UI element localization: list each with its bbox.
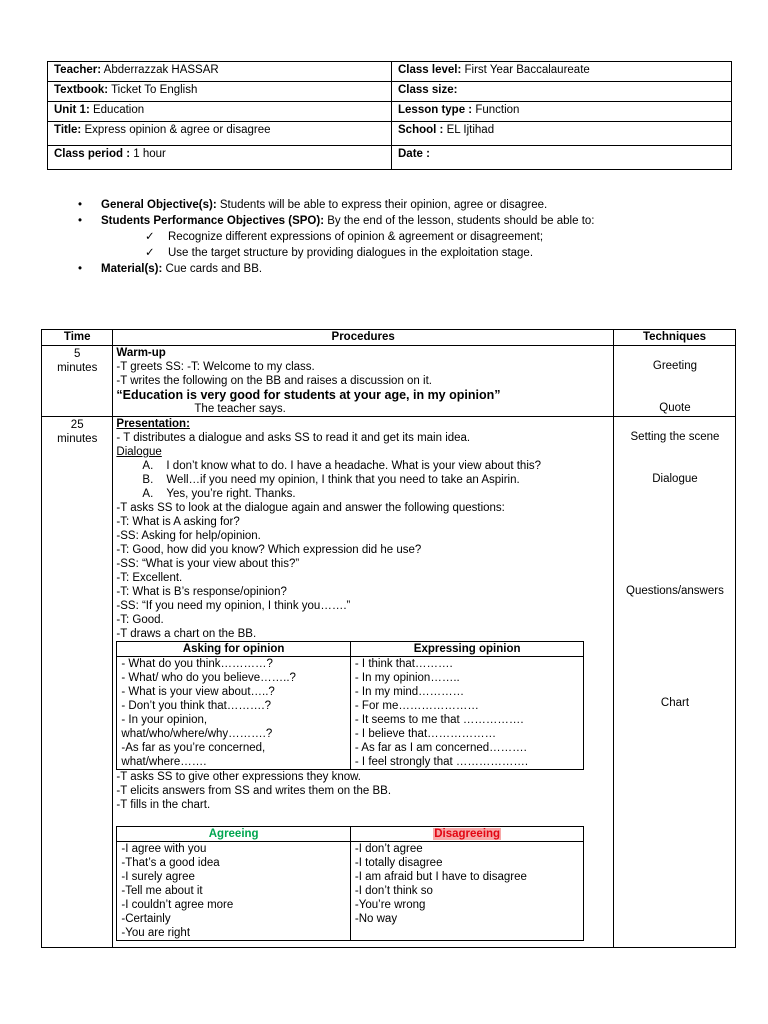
lesson-type-cell	[392, 102, 732, 122]
chart-item: -As far as you’re concerned,	[121, 742, 266, 754]
procedure-line: -T greets SS: -T: Welcome to my class.	[116, 361, 315, 373]
warmup-quote: “Education is very good for students at your age, in my opinion”	[116, 388, 501, 402]
procedure-line: -T fills in the chart.	[116, 799, 211, 811]
chart-item: - Don’t you think that……….?	[121, 700, 271, 712]
warmup-time	[42, 346, 113, 417]
class-size-label: Class size:	[398, 84, 458, 96]
general-objective	[78, 197, 738, 213]
chart-item: - In your opinion,	[121, 714, 208, 726]
chart-item: - For me…………………	[354, 700, 479, 712]
procedure-line: -SS: “If you need my opinion, I think you…….”	[116, 600, 351, 612]
procedure-line: -T: Good, how did you know? Which expression did he use?	[116, 544, 422, 556]
warmup-techniques	[613, 346, 735, 417]
dialogue-line	[116, 487, 611, 501]
date-cell	[392, 146, 732, 170]
disagreeing-column	[350, 842, 584, 941]
teacher-label: Teacher:	[54, 64, 102, 76]
time-header: Time	[42, 330, 113, 346]
chart-item: -Certainly	[121, 913, 171, 925]
chart-item: - As far as I am concerned……….	[354, 742, 527, 754]
agreeing-column	[117, 842, 351, 941]
title-value: Express opinion & agree or disagree	[81, 124, 271, 136]
chart-item: - I feel strongly that ……………….	[354, 756, 529, 768]
lesson-header-table	[47, 61, 732, 170]
opinion-chart	[116, 641, 584, 770]
presentation-row	[42, 417, 736, 948]
procedure-line: -T asks SS to look at the dialogue again and answer the following questions:	[116, 502, 505, 514]
chart-item: - I think that……….	[354, 658, 453, 670]
title-label: Title:	[54, 124, 82, 136]
class-level-label: Class level:	[398, 64, 462, 76]
presentation-techniques	[613, 417, 735, 948]
technique-setting-scene: Setting the scene	[630, 431, 720, 443]
material	[78, 261, 738, 277]
material-label: Material(s):	[101, 263, 163, 275]
chart-item: - What/ who do you believe……..?	[121, 672, 296, 684]
warmup-procedure	[113, 346, 614, 417]
teacher-cell	[48, 62, 392, 82]
procedure-line: -T: What is B’s response/opinion?	[116, 586, 287, 598]
procedure-line: -T: What is A asking for?	[116, 516, 240, 528]
procedure-line: - T distributes a dialogue and asks SS to read it and get its main idea.	[116, 432, 471, 444]
disagreeing-label: Disagreeing	[434, 828, 501, 840]
technique-chart: Chart	[660, 697, 690, 709]
procedure-line: -T draws a chart on the BB.	[116, 628, 257, 640]
class-period-label: Class period :	[54, 148, 131, 160]
unit-value: Education	[89, 104, 145, 116]
procedure-line: -SS: Asking for help/opinion.	[116, 530, 261, 542]
textbook-value: Ticket To English	[108, 84, 198, 96]
chart-item: -That’s a good idea	[121, 857, 220, 869]
procedure-line: -T writes the following on the BB and raises a discussion on it.	[116, 375, 432, 387]
material-text: Cue cards and BB.	[162, 263, 263, 275]
chart-item: what/where…….	[121, 756, 207, 768]
time-value: 5	[74, 348, 81, 360]
chart-item: -I don’t think so	[354, 885, 433, 897]
disagreeing-header	[350, 827, 584, 842]
school-value: EL Ijtihad	[443, 124, 495, 136]
presentation-time	[42, 417, 113, 948]
dialogue-line	[116, 473, 611, 487]
school-label: School :	[398, 124, 444, 136]
lesson-type-label: Lesson type :	[398, 104, 473, 116]
class-level-value: First Year Baccalaureate	[461, 64, 590, 76]
procedure-line: -T elicits answers from SS and writes them on the BB.	[116, 785, 392, 797]
dialogue-label: Dialogue	[116, 446, 162, 458]
chart-item: -I couldn’t agree more	[121, 899, 234, 911]
chart-item: -I am afraid but I have to disagree	[354, 871, 527, 883]
procedure-line: -T: Good.	[116, 614, 164, 626]
time-value: 25	[70, 419, 84, 431]
expressing-opinion-header: Expressing opinion	[350, 642, 584, 657]
expressing-opinion-column	[350, 657, 584, 770]
presentation-title: Presentation:	[116, 418, 190, 430]
procedures-table	[41, 329, 736, 948]
dialogue-text: Well…if you need my opinion, I think that you need to take an Aspirin.	[166, 474, 520, 486]
techniques-header: Techniques	[613, 330, 735, 346]
chart-item: -I agree with you	[121, 843, 207, 855]
technique-dialogue: Dialogue	[652, 473, 698, 485]
objectives-section	[78, 197, 738, 277]
spo-check-text: Use the target structure by providing dialogues in the exploitation stage.	[168, 247, 534, 259]
chart-item: -I totally disagree	[354, 857, 443, 869]
class-period-value: 1 hour	[130, 148, 166, 160]
chart-item: - It seems to me that …………….	[354, 714, 524, 726]
chart-item: -You’re wrong	[354, 899, 426, 911]
chart-item: - In my opinion……..	[354, 672, 460, 684]
unit-label: Unit 1:	[54, 104, 90, 116]
spo-label: Students Performance Objectives (SPO):	[101, 215, 325, 227]
chart-item: what/who/where/why……….?	[121, 728, 273, 740]
dialogue-text: I don’t know what to do. I have a headache. What is your view about this?	[166, 460, 542, 472]
dialogue-marker: A.	[142, 460, 154, 472]
chart-item: - What do you think…………?	[121, 658, 273, 670]
technique-quote: Quote	[659, 402, 691, 414]
textbook-cell	[48, 82, 392, 102]
chart-item: -Tell me about it	[121, 885, 203, 897]
spo-check-item	[78, 245, 738, 261]
dialogue-text: Yes, you’re right. Thanks.	[166, 488, 296, 500]
spo-check-item	[78, 229, 738, 245]
chart-item: -You are right	[121, 927, 191, 939]
title-cell	[48, 122, 392, 146]
warmup-row	[42, 346, 736, 417]
class-level-cell	[392, 62, 732, 82]
spo-objective	[78, 213, 738, 229]
quote-attribution: The teacher says.	[194, 403, 286, 415]
school-cell	[392, 122, 732, 146]
date-label: Date :	[398, 148, 430, 160]
technique-questions-answers: Questions/answers	[626, 585, 724, 597]
class-size-cell	[392, 82, 732, 102]
chart-item: -No way	[354, 913, 398, 925]
unit-cell	[48, 102, 392, 122]
lesson-type-value: Function	[472, 104, 520, 116]
asking-opinion-column	[117, 657, 351, 770]
spo-check-text: Recognize different expressions of opinion & agreement or disagreement;	[168, 231, 544, 243]
time-unit: minutes	[57, 433, 98, 445]
chart-item: - I believe that………………	[354, 728, 497, 740]
procedures-header: Procedures	[113, 330, 614, 346]
warmup-title: Warm-up	[116, 347, 166, 359]
teacher-value: Abderrazzak HASSAR	[101, 64, 219, 76]
chart-item: -I surely agree	[121, 871, 195, 883]
textbook-label: Textbook:	[54, 84, 109, 96]
time-unit: minutes	[57, 362, 98, 374]
technique-greeting: Greeting	[652, 360, 697, 372]
chart-item: -I don’t agree	[354, 843, 423, 855]
procedure-line: -T asks SS to give other expressions they know.	[116, 771, 362, 783]
class-period-cell	[48, 146, 392, 170]
agreeing-header: Agreeing	[117, 827, 351, 842]
dialogue-line	[116, 459, 611, 473]
presentation-procedure	[113, 417, 614, 948]
general-objective-label: General Objective(s):	[101, 199, 217, 211]
chart-item: - What is your view about…..?	[121, 686, 275, 698]
procedure-line: -T: Excellent.	[116, 572, 183, 584]
dialogue-marker: B.	[142, 474, 154, 486]
procedure-line: -SS: “What is your view about this?”	[116, 558, 300, 570]
agree-disagree-chart	[116, 826, 584, 941]
checkmark-icon: ✓	[145, 231, 155, 243]
dialogue-marker: A.	[142, 488, 154, 500]
spo-text: By the end of the lesson, students should be able to:	[324, 215, 595, 227]
general-objective-text: Students will be able to express their opinion, agree or disagree.	[216, 199, 548, 211]
checkmark-icon: ✓	[145, 247, 155, 259]
asking-opinion-header: Asking for opinion	[117, 642, 351, 657]
chart-item: - In my mind…………	[354, 686, 465, 698]
